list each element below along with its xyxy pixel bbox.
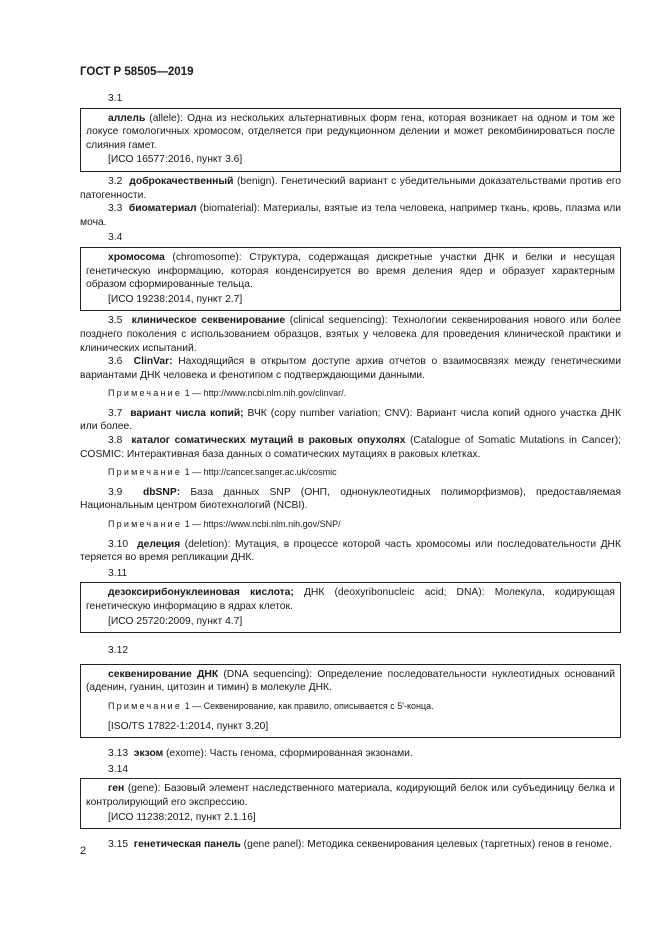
term-definition: дезоксирибонуклеиновая кислота; ДНК (deoxyribonucleic acid; DNA): Молекула, кодирующая генетическую информацию в ядрах клеток.: [86, 587, 616, 612]
term-source: [ISO/TS 17822-1:2014, пункт 3.20]: [108, 720, 269, 732]
term-name: доброкачественный: [129, 175, 234, 187]
term-number: 3.11: [108, 567, 128, 579]
terms-section: [80, 90, 621, 852]
term-number: 3.1: [108, 93, 123, 104]
term-name: аллель: [108, 112, 146, 124]
term-box: [80, 664, 621, 738]
term-name: хромосома: [108, 251, 165, 263]
term-name: секвенирование ДНК: [108, 668, 219, 680]
term-definition: аллель (allele): Одна из нескольких альтернативных форм гена, которая возникает на одном и том же локусе гомологичных хромосом, отделяется при редукционном делении и может рекомбинироваться после слияния гамет.: [86, 112, 615, 151]
term-box: [80, 108, 621, 172]
term-definition: 3.3 биоматериал (biomaterial): Материалы, взятые из тела человека, например ткань, кровь, плазма или моча.: [80, 203, 621, 228]
term-name: клиническое секвенирование: [131, 315, 286, 327]
term-note: Примечание 1 — http://cancer.sanger.ac.uk/cosmic: [108, 467, 337, 478]
term-definition: 3.9 dbSNP: База данных SNP (ОНП, однонуклеотидных полиморфизмов), предоставляемая Национальным центром биотехнологий (NCBI).: [80, 486, 621, 512]
term-name: вариант числа копий;: [130, 407, 244, 419]
term-box: [80, 247, 621, 311]
term-source: [ИСО 11238:2012, пункт 2.1.16]: [108, 811, 256, 823]
term-number: 3.12: [108, 645, 129, 657]
term-name: ген: [108, 783, 125, 795]
note-label: Примечание: [108, 388, 183, 399]
term-source: [ИСО 25720:2009, пункт 4.7]: [108, 615, 243, 627]
term-name: ClinVar:: [133, 356, 173, 368]
term-name: биоматериал: [128, 203, 197, 215]
term-source: [ИСО 19238:2014, пункт 2.7]: [108, 293, 243, 305]
term-name: делеция: [137, 538, 181, 550]
term-number: 3.14: [108, 763, 129, 775]
term-definition: секвенирование ДНК (DNA sequencing): Определение последовательности нуклеотидных оснований (аденин, гуанин, цитозин и тимин) в молекуле ДНК.: [86, 668, 615, 694]
term-name: дезоксирибонуклеиновая кислота;: [108, 587, 294, 599]
note-label: Примечание: [108, 519, 183, 530]
term-box: [80, 778, 621, 829]
term-definition: 3.13 экзом (exome): Часть генома, сформированная экзонами.: [108, 748, 413, 760]
term-definition: 3.6 ClinVar: Находящийся в открытом доступе архив отчетов о взаимосвязях между генетическими вариантами ДНК человека и фенотипом с подтверждающими данными.: [80, 356, 621, 381]
note-label: Примечание: [108, 467, 183, 478]
term-definition: 3.5 клиническое секвенирование (clinical sequencing): Технологии секвенирования нового или более позднего поколения с использованием образцов, взятых у человека для проведения клинической практики и клинических испытаний.: [80, 315, 621, 354]
term-name: каталог соматических мутаций в раковых опухолях: [131, 435, 406, 447]
term-definition: 3.7 вариант числа копий; ВЧК (copy number variation; CNV): Вариант числа копий одного участка ДНК или более.: [80, 407, 621, 433]
page-number: 2: [80, 845, 87, 857]
term-note: Примечание 1 — http://www.ncbi.nlm.nih.gov/clinvar/.: [108, 388, 347, 399]
term-definition: хромосома (chromosome): Структура, содержащая дискретные участки ДНК и белки и несущая генетическую информацию, которая конденсируется во время деления ядер и образует характерным образом сформированные тельца.: [86, 251, 615, 291]
term-number: 3.4: [108, 232, 123, 244]
term-name: dbSNP:: [142, 486, 181, 498]
term-name: генетическая панель: [133, 839, 241, 851]
term-definition: 3.2 доброкачественный (benign). Генетический вариант с убедительными доказательствами против его патогенности.: [80, 175, 621, 201]
term-note: Примечание 1 — https://www.ncbi.nlm.nih.gov/SNP/: [108, 519, 341, 530]
note-label: Примечание: [108, 700, 183, 711]
term-definition: ген (gene): Базовый элемент наследственного материала, кодирующий белок или субъединицу белка и контролирующий его экспрессию.: [86, 783, 615, 808]
term-name: экзом: [133, 748, 164, 760]
term-definition: 3.8 каталог соматических мутаций в раковых опухолях (Catalogue of Somatic Mutations in Cancer); COSMIC: Интерактивная база данных о соматических мутациях в раковых клетках.: [80, 435, 621, 460]
term-definition: 3.10 делеция (deletion): Мутация, в процессе которой часть хромосомы или последовательности ДНК теряется во время репликации ДНК.: [80, 538, 621, 564]
term-box: [80, 582, 621, 633]
term-note: Примечание 1 — Секвенирование, как правило, описывается с 5'-конца.: [108, 700, 434, 711]
term-source: [ИСО 16577:2016, пункт 3.6]: [108, 154, 243, 166]
term-definition: 3.15 генетическая панель (gene panel): Методика секвенирования целевых (таргетных) генов в геноме.: [108, 839, 612, 851]
document-header: ГОСТ Р 58505—2019: [80, 66, 194, 78]
